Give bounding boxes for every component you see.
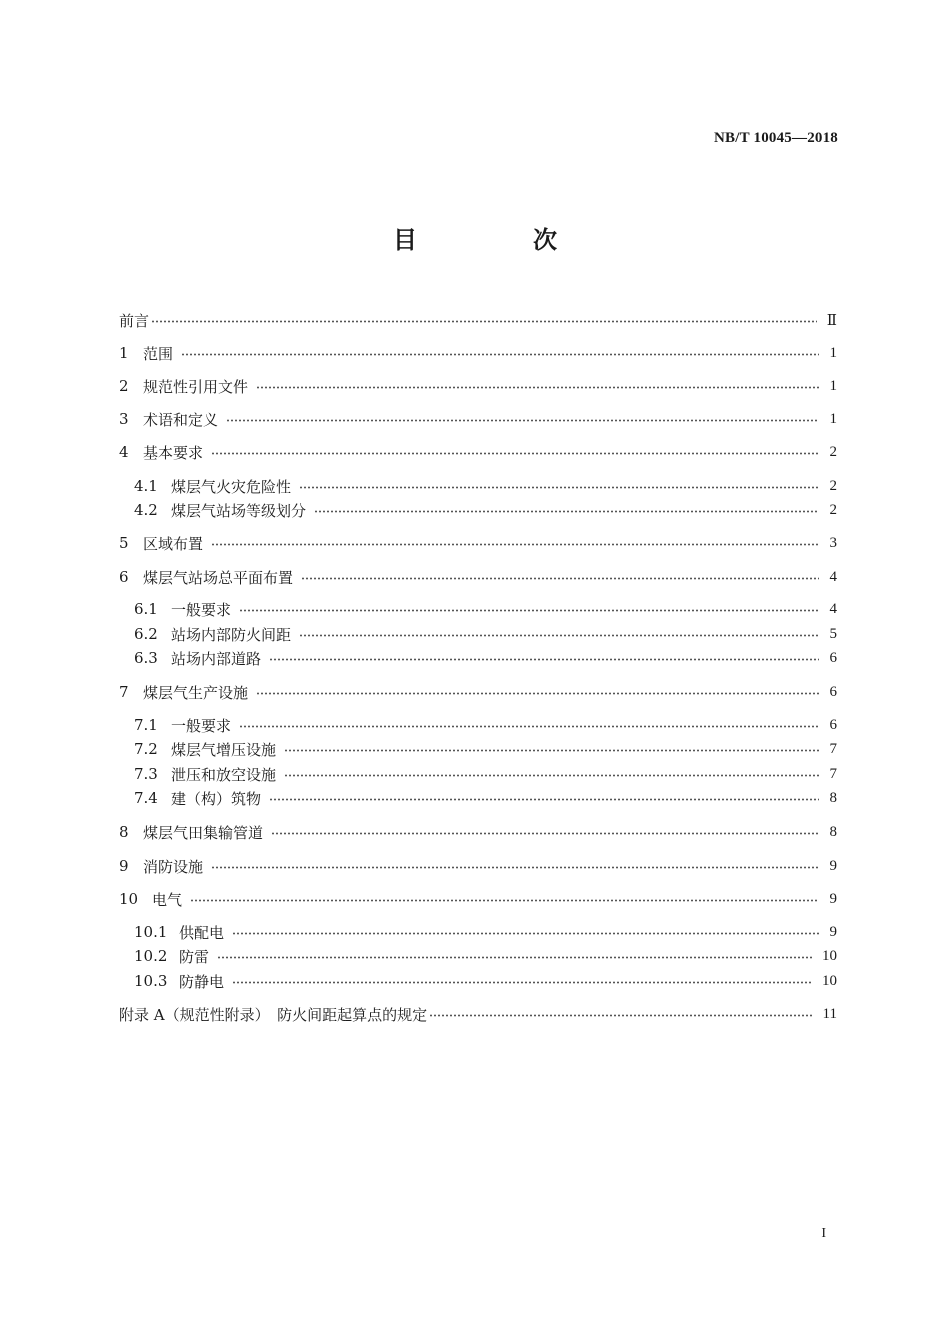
- toc-entry-label: 煤层气站场总平面布置: [143, 568, 294, 587]
- toc-entry[interactable]: [134, 763, 837, 785]
- toc-entry[interactable]: [119, 408, 837, 430]
- document-code: NB/T 10045—2018: [714, 130, 838, 146]
- toc-dot-leader: [181, 353, 819, 356]
- toc-entry-number: 10.2: [134, 947, 168, 965]
- toc-entry[interactable]: [134, 623, 837, 645]
- toc-entry-label: 基本要求: [143, 443, 204, 462]
- toc-entry-number: 2: [119, 377, 129, 395]
- toc-entry-page: 1: [829, 377, 837, 394]
- toc-entry-page: 2: [829, 477, 837, 494]
- toc-dot-leader: [284, 749, 819, 752]
- toc-entry-label: 防静电: [179, 972, 225, 991]
- toc-entry-number: 3: [119, 410, 129, 428]
- toc-dot-leader: [314, 510, 819, 513]
- toc-entry-number: 10.1: [134, 923, 168, 941]
- toc-dot-leader: [211, 866, 819, 869]
- toc-entry-label: 供配电: [179, 923, 225, 942]
- toc-entry-number: 6.3: [134, 649, 158, 667]
- toc-entry-label: 规范性引用文件: [143, 377, 249, 396]
- toc-entry-page: 3: [829, 534, 837, 551]
- toc-entry-page: 7: [829, 765, 837, 782]
- toc-entry[interactable]: [134, 945, 837, 967]
- toc-entry[interactable]: [134, 499, 837, 521]
- toc-entry-label: 术语和定义: [143, 410, 219, 429]
- toc-entry[interactable]: [134, 475, 837, 497]
- toc-dot-leader: [190, 899, 819, 902]
- toc-entry-label: 站场内部道路: [171, 649, 262, 668]
- toc-entry[interactable]: [119, 375, 837, 397]
- toc-entry-label: 范围: [143, 344, 174, 363]
- toc-entry[interactable]: [119, 532, 837, 554]
- toc-entry-label: 电气: [152, 890, 183, 909]
- toc-entry-page: 1: [829, 410, 837, 427]
- toc-entry-number: 6.1: [134, 600, 158, 618]
- toc-entry-label: 消防设施: [143, 857, 204, 876]
- toc-dot-leader: [301, 577, 819, 580]
- toc-entry-number: 10: [119, 890, 139, 908]
- toc-entry-page: 10: [822, 972, 837, 989]
- toc-entry[interactable]: [119, 309, 837, 331]
- toc-entry[interactable]: [119, 681, 837, 703]
- toc-entry-label: 煤层气站场等级划分: [171, 501, 307, 520]
- toc-entry-label: 建（构）筑物: [171, 789, 262, 808]
- toc-dot-leader: [429, 1014, 812, 1017]
- toc-entry-page: Ⅱ: [826, 312, 837, 329]
- page-title: 目 次: [393, 226, 603, 254]
- toc-entry-label: 前言: [119, 311, 150, 330]
- toc-dot-leader: [239, 609, 819, 612]
- page-number: I: [821, 1226, 826, 1241]
- toc-entry-number: 10.3: [134, 972, 168, 990]
- toc-entry[interactable]: [134, 647, 837, 669]
- toc-dot-leader: [284, 774, 819, 777]
- toc-entry-label: 煤层气增压设施: [171, 740, 277, 759]
- toc-entry-page: 1: [829, 344, 837, 361]
- toc-entry-page: 11: [822, 1005, 837, 1022]
- toc-entry-page: 2: [829, 501, 837, 518]
- toc-entry-number: 6.2: [134, 625, 158, 643]
- toc-entry-label: 防雷: [179, 947, 210, 966]
- toc-entry[interactable]: [119, 855, 837, 877]
- toc-entry-page: 6: [829, 683, 837, 700]
- toc-entry[interactable]: [119, 566, 837, 588]
- toc-entry[interactable]: [134, 970, 837, 992]
- toc-entry-page: 10: [822, 947, 837, 964]
- toc-entry[interactable]: [134, 921, 837, 943]
- toc-dot-leader: [271, 832, 819, 835]
- toc-entry-label: 煤层气田集输管道: [143, 823, 264, 842]
- toc-entry-page: 7: [829, 740, 837, 757]
- toc-entry-page: 8: [829, 789, 837, 806]
- toc-entry-page: 6: [829, 716, 837, 733]
- toc-dot-leader: [151, 320, 817, 323]
- toc-entry-label: 区域布置: [143, 534, 204, 553]
- toc-entry-label: 附录 A（规范性附录） 防火间距起算点的规定: [119, 1005, 428, 1024]
- toc-entry[interactable]: [134, 787, 837, 809]
- toc-dot-leader: [256, 692, 819, 695]
- toc-dot-leader: [232, 981, 812, 984]
- toc-entry-label: 一般要求: [171, 600, 232, 619]
- toc-entry-page: 4: [829, 600, 837, 617]
- toc-dot-leader: [232, 932, 819, 935]
- toc-dot-leader: [211, 452, 819, 455]
- toc-entry[interactable]: [119, 1003, 837, 1025]
- toc-entry-number: 4.2: [134, 501, 158, 519]
- toc-entry-number: 9: [119, 857, 129, 875]
- toc-entry-number: 7.3: [134, 765, 158, 783]
- toc-entry-number: 8: [119, 823, 129, 841]
- toc-dot-leader: [299, 634, 819, 637]
- toc-entry-number: 7: [119, 683, 129, 701]
- toc-dot-leader: [256, 386, 819, 389]
- toc-entry-number: 6: [119, 568, 129, 586]
- toc-entry-label: 煤层气火灾危险性: [171, 477, 292, 496]
- toc-entry-number: 5: [119, 534, 129, 552]
- toc-entry-number: 7.2: [134, 740, 158, 758]
- toc-dot-leader: [226, 419, 819, 422]
- toc-entry-label: 一般要求: [171, 716, 232, 735]
- toc-entry-label: 站场内部防火间距: [171, 625, 292, 644]
- toc-entry[interactable]: [119, 342, 837, 364]
- toc-entry[interactable]: [119, 888, 837, 910]
- toc-entry-number: 4: [119, 443, 129, 461]
- toc-entry[interactable]: [134, 738, 837, 760]
- toc-entry-number: 7.1: [134, 716, 158, 734]
- toc-dot-leader: [269, 798, 819, 801]
- toc-entry[interactable]: [134, 598, 837, 620]
- toc-dot-leader: [239, 725, 819, 728]
- toc-entry-page: 5: [829, 625, 837, 642]
- toc-entry-number: 1: [119, 344, 129, 362]
- toc-dot-leader: [299, 486, 819, 489]
- toc-entry-page: 4: [829, 568, 837, 585]
- toc-entry-page: 8: [829, 823, 837, 840]
- toc-dot-leader: [269, 658, 819, 661]
- toc-entry-page: 6: [829, 649, 837, 666]
- toc-entry-page: 2: [829, 443, 837, 460]
- toc-entry[interactable]: [119, 821, 837, 843]
- toc-entry-page: 9: [829, 890, 837, 907]
- toc-entry[interactable]: [134, 714, 837, 736]
- toc-entry-number: 4.1: [134, 477, 158, 495]
- toc-dot-leader: [211, 543, 819, 546]
- toc-entry-label: 泄压和放空设施: [171, 765, 277, 784]
- toc-dot-leader: [217, 956, 812, 959]
- toc-entry-page: 9: [829, 923, 837, 940]
- toc-entry[interactable]: [119, 441, 837, 463]
- toc-entry-page: 9: [829, 857, 837, 874]
- toc-entry-number: 7.4: [134, 789, 158, 807]
- toc-entry-label: 煤层气生产设施: [143, 683, 249, 702]
